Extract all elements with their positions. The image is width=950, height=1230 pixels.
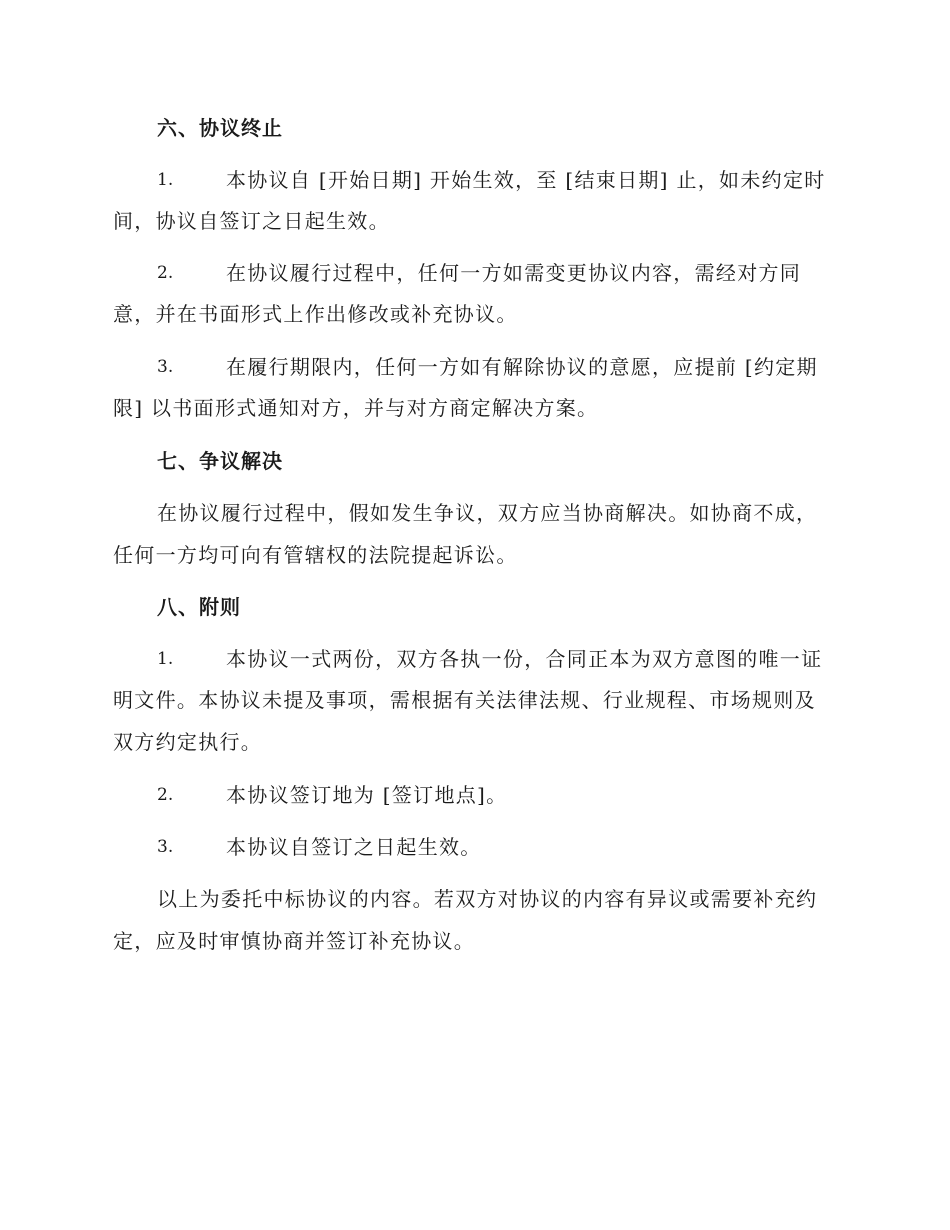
section-heading-supplementary: 八、附则 (157, 595, 241, 619)
item-text-line: 本协议签订地为 [签订地点]。 (226, 783, 508, 807)
item-text-line: 双方约定执行。 (113, 730, 263, 754)
item-text-line: 明文件。本协议未提及事项，需根据有关法律法规、行业规程、市场规则及 (113, 688, 816, 712)
item-text-line: 间，协议自签订之日起生效。 (113, 209, 390, 233)
item-number: 3. (157, 357, 174, 377)
item-text-line: 在履行期限内，任何一方如有解除协议的意愿，应提前 [约定期 (226, 355, 818, 379)
item-text-line: 在协议履行过程中，任何一方如需变更协议内容，需经对方同 (226, 261, 802, 285)
item-number: 1. (157, 170, 174, 190)
section-heading-dispute: 七、争议解决 (157, 449, 283, 473)
item-number: 1. (157, 649, 174, 669)
paragraph-text-line: 在协议履行过程中，假如发生争议，双方应当协商解决。如协商不成， (157, 501, 818, 525)
item-text-line: 本协议自 [开始日期] 开始生效，至 [结束日期] 止，如未约定时 (226, 168, 826, 192)
item-text-line: 意，并在书面形式上作出修改或补充协议。 (113, 302, 518, 326)
item-text-line: 限] 以书面形式通知对方，并与对方商定解决方案。 (113, 396, 599, 420)
item-text-line: 本协议自签订之日起生效。 (226, 835, 482, 859)
item-number: 2. (157, 263, 174, 283)
item-number: 3. (157, 837, 174, 857)
closing-text-line: 以上为委托中标协议的内容。若双方对协议的内容有异议或需要补充约 (157, 887, 818, 911)
closing-text-line: 定，应及时审慎协商并签订补充协议。 (113, 929, 476, 953)
paragraph-text-line: 任何一方均可向有管辖权的法院提起诉讼。 (113, 543, 518, 567)
item-text-line: 本协议一式两份，双方各执一份，合同正本为双方意图的唯一证 (226, 647, 823, 671)
item-number: 2. (157, 785, 174, 805)
section-heading-termination: 六、协议终止 (157, 116, 283, 140)
